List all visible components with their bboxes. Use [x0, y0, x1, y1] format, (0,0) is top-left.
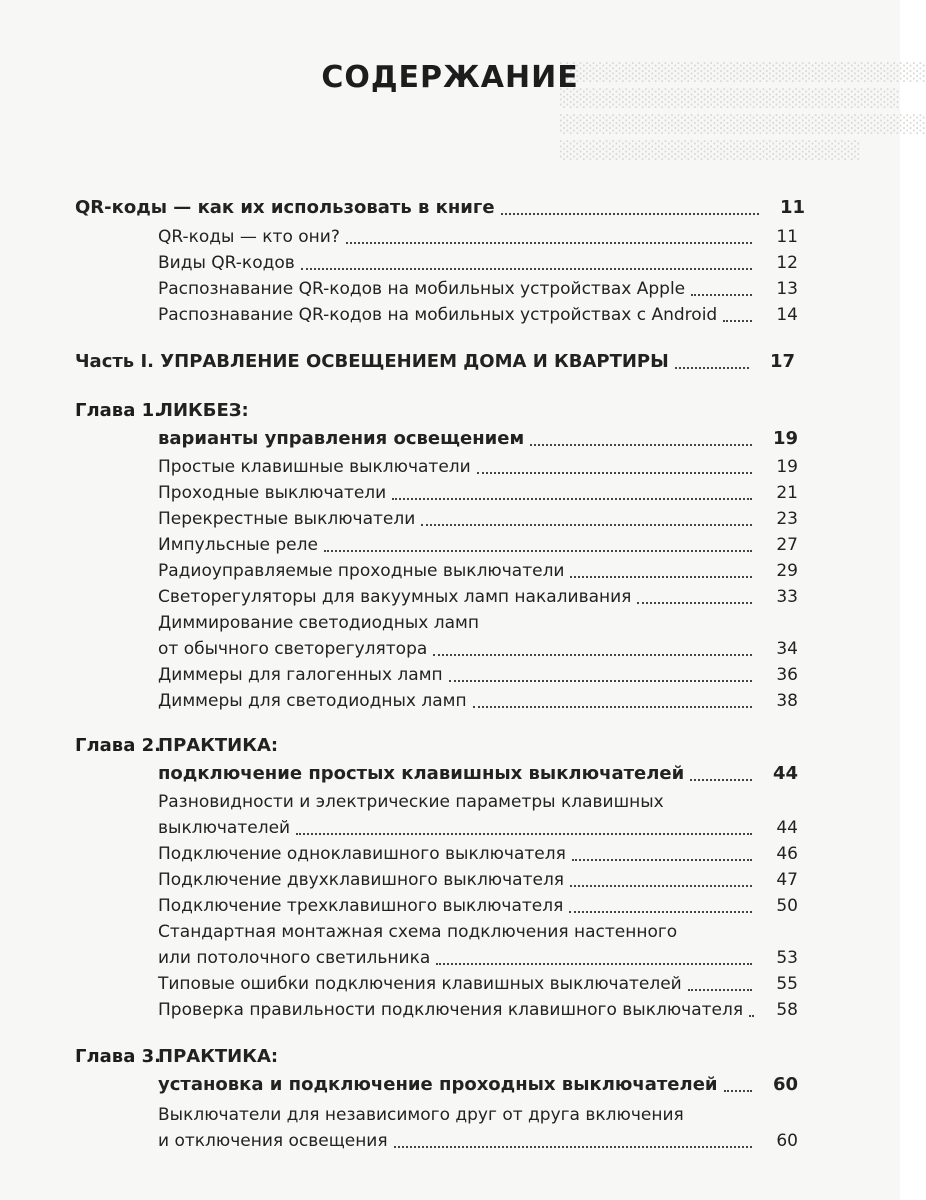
toc-entry[interactable]: [158, 1129, 798, 1153]
toc-entry-text: варианты управления освещением: [158, 428, 525, 449]
toc-entry-text: Простые клавишные выключатели: [158, 457, 471, 477]
toc-entry[interactable]: [158, 816, 798, 840]
leader-dots: [530, 443, 752, 446]
toc-entry-text: Импульсные реле: [158, 535, 318, 555]
toc-entry[interactable]: [158, 663, 798, 687]
toc-entry-line1: Разновидности и электрические параметры клавишных: [158, 792, 664, 812]
toc-entry-text: и отключения освещения: [158, 1131, 388, 1151]
toc-page-number: 14: [776, 305, 798, 325]
leader-dots: [477, 471, 752, 474]
leader-dots: [570, 575, 752, 578]
toc-entry-line1: Диммирование светодиодных ламп: [158, 613, 479, 633]
toc-entry[interactable]: [158, 946, 798, 970]
leader-dots: [501, 212, 759, 215]
toc-entry-text: QR-коды — как их использовать в книге: [75, 197, 495, 218]
chapter-2-title[interactable]: [158, 762, 798, 786]
toc-entry-text: установка и подключение проходных выключателей: [158, 1074, 718, 1095]
toc-entry-line1: Стандартная монтажная схема подключения настенного: [158, 922, 678, 942]
chapter-3-title[interactable]: [158, 1073, 798, 1097]
toc-entry-text: от обычного светорегулятора: [158, 639, 428, 659]
toc-entry[interactable]: [158, 303, 798, 327]
toc-page-number: 19: [772, 428, 798, 449]
toc-entry[interactable]: [158, 998, 798, 1022]
bleed-through-texture: ░░░░░░░░░░░░░░░░░░░░░░░░░░░░ ░░░░░░░░░░░░░░░░░░░░░░░░░░ ░░░░░░░░░░░░░░░░░░░░░░░░░░░░ ░░░░░░░░░░░░░░░░░░░░░░░: [560, 63, 926, 161]
toc-page-number: 11: [776, 227, 798, 247]
toc-entry-text: Распознавание QR-кодов на мобильных устройствах Apple: [158, 279, 686, 299]
toc-entry[interactable]: [158, 842, 798, 866]
toc-entry-text: Проверка правильности подключения клавишного выключателя: [158, 1000, 744, 1020]
toc-page-number: 38: [776, 691, 798, 711]
chapter-1-title-line1: ЛИКБЕЗ:: [158, 400, 249, 421]
toc-page-number: 44: [772, 763, 798, 784]
leader-dots: [569, 910, 752, 913]
toc-page-number: 17: [769, 351, 795, 372]
toc-entry-text: подключение простых клавишных выключателей: [158, 763, 685, 784]
toc-page-number: 11: [779, 197, 805, 218]
toc-entry-text: QR-коды — кто они?: [158, 227, 340, 247]
toc-page-number: 12: [776, 253, 798, 273]
toc-entry[interactable]: [158, 277, 798, 301]
leader-dots: [421, 523, 752, 526]
leader-dots: [301, 267, 752, 270]
toc-entry[interactable]: [158, 894, 798, 918]
toc-page-number: 33: [776, 587, 798, 607]
chapter-2-label: Глава 2.: [75, 735, 161, 756]
leader-dots: [449, 679, 752, 682]
leader-dots: [296, 832, 752, 835]
leader-dots: [723, 319, 752, 322]
toc-entry-text: Типовые ошибки подключения клавишных выключателей: [158, 974, 682, 994]
toc-page-number: 46: [776, 844, 798, 864]
leader-dots: [749, 1014, 752, 1017]
toc-page-number: 47: [776, 870, 798, 890]
toc-entry[interactable]: [158, 481, 798, 505]
toc-entry-text: Радиоуправляемые проходные выключатели: [158, 561, 565, 581]
toc-entry[interactable]: [158, 559, 798, 583]
toc-entry[interactable]: [158, 455, 798, 479]
leader-dots: [433, 653, 752, 656]
toc-entry[interactable]: [158, 972, 798, 996]
toc-entry-line1: Выключатели для независимого друг от друга включения: [158, 1105, 684, 1125]
toc-entry-text: Подключение трехклавишного выключателя: [158, 896, 564, 916]
page-title: СОДЕРЖАНИЕ: [321, 60, 579, 95]
toc-entry-text: Диммеры для галогенных ламп: [158, 665, 443, 685]
chapter-2-title-line1: ПРАКТИКА:: [158, 735, 279, 756]
chapter-1-title[interactable]: [158, 427, 798, 451]
toc-page-number: 34: [776, 639, 798, 659]
toc-page-number: 23: [776, 509, 798, 529]
toc-page-number: 55: [776, 974, 798, 994]
toc-page-number: 36: [776, 665, 798, 685]
chapter-3-title-line1: ПРАКТИКА:: [158, 1046, 279, 1067]
toc-entry[interactable]: [158, 585, 798, 609]
toc-entry-text: Часть I. УПРАВЛЕНИЕ ОСВЕЩЕНИЕМ ДОМА И КВАРТИРЫ: [75, 351, 669, 372]
leader-dots: [691, 293, 752, 296]
toc-entry-text: Диммеры для светодиодных ламп: [158, 691, 467, 711]
toc-entry-text: Подключение одноклавишного выключателя: [158, 844, 566, 864]
toc-entry-text: Светорегуляторы для вакуумных ламп накаливания: [158, 587, 632, 607]
leader-dots: [572, 858, 752, 861]
leader-dots: [688, 988, 752, 991]
leader-dots: [675, 366, 749, 369]
leader-dots: [392, 497, 752, 500]
toc-entry[interactable]: [158, 689, 798, 713]
toc-entry[interactable]: [158, 868, 798, 892]
toc-entry-text: Подключение двухклавишного выключателя: [158, 870, 565, 890]
leader-dots: [436, 962, 752, 965]
toc-entry[interactable]: [158, 225, 798, 249]
toc-page-number: 13: [776, 279, 798, 299]
toc-entry[interactable]: [158, 507, 798, 531]
leader-dots: [724, 1089, 752, 1092]
toc-entry[interactable]: [158, 637, 798, 661]
toc-page-number: 58: [776, 1000, 798, 1020]
toc-entry-text: Перекрестные выключатели: [158, 509, 416, 529]
toc-entry-text: Виды QR-кодов: [158, 253, 295, 273]
toc-entry-qr[interactable]: [75, 196, 805, 220]
toc-entry-text: Распознавание QR-кодов на мобильных устройствах с Android: [158, 305, 718, 325]
leader-dots: [346, 241, 752, 244]
leader-dots: [394, 1145, 752, 1148]
toc-page-number: 19: [776, 457, 798, 477]
toc-entry-text: или потолочного светильника: [158, 948, 431, 968]
toc-page-number: 60: [776, 1131, 798, 1151]
toc-page-number: 44: [776, 818, 798, 838]
toc-entry-text: выключателей: [158, 818, 291, 838]
leader-dots: [570, 884, 752, 887]
toc-page-number: 53: [776, 948, 798, 968]
toc-entry-text: Проходные выключатели: [158, 483, 387, 503]
toc-page-number: 29: [776, 561, 798, 581]
leader-dots: [473, 705, 752, 708]
leader-dots: [324, 549, 752, 552]
toc-page-number: 21: [776, 483, 798, 503]
chapter-1-label: Глава 1.: [75, 400, 161, 421]
toc-page-number: 60: [772, 1074, 798, 1095]
toc-page-number: 50: [776, 896, 798, 916]
toc-page-number: 27: [776, 535, 798, 555]
leader-dots: [690, 778, 752, 781]
toc-entry[interactable]: [158, 533, 798, 557]
toc-part-1[interactable]: [75, 350, 795, 374]
toc-entry[interactable]: [158, 251, 798, 275]
leader-dots: [637, 601, 752, 604]
chapter-3-label: Глава 3.: [75, 1046, 161, 1067]
